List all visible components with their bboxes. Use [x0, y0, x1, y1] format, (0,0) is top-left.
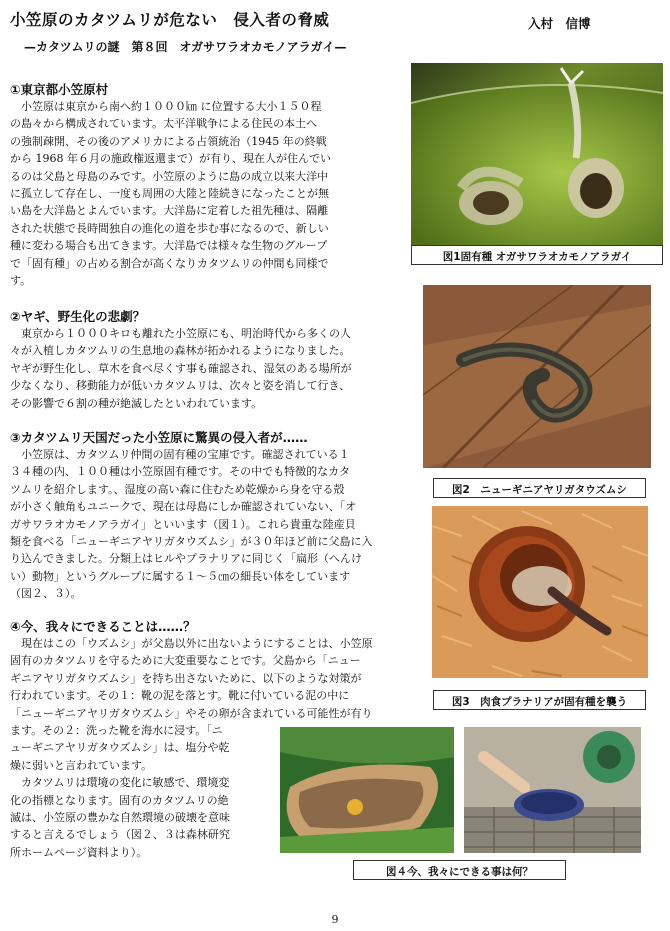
section-4-body-narrow — [10, 722, 230, 861]
text-line: 現在はこの「ウズムシ」が父島以外に出ないようにすることは、小笠原 — [10, 637, 373, 650]
section-3-heading: ③カタツムリ天国だった小笠原に驚異の侵入者が…… — [10, 430, 308, 445]
section-3-body — [10, 446, 373, 603]
text-line: ガサワラオカモノアラガイ」といいます（図１）。これら貴重な陸産貝 — [10, 517, 356, 531]
text-line: ３４種の内、１００種は小笠原固有種です。その中でも特徴的なカタ — [10, 465, 351, 479]
text-line: 燥に弱いと言われています。 — [10, 758, 153, 772]
section-2-heading: ②ヤギ、野生化の悲劇？ — [10, 309, 146, 324]
figure-3-photo — [432, 506, 648, 678]
article-subtitle: —カタツムリの謎 第８回 オガサワラオカモノアラガイ— — [24, 40, 347, 54]
figure-3-caption: 図3 肉食プラナリアが固有種を襲う — [433, 690, 646, 710]
text-line: るのは父島と母島のみです。小笠原のように島の成立以来大洋中 — [10, 169, 329, 183]
text-line: 小笠原は、カタツムリ仲間の固有種の宝庫です。確認されている１ — [10, 448, 350, 461]
text-line: すると言えるでしょう（図２、３は森林研究 — [10, 828, 230, 842]
text-line: ューギニアヤリガタウズムシ」は、塩分や乾 — [10, 741, 230, 755]
text-line: ヤギが野生化し、草木を食べ尽くす事も確認され、湿気のある場所が — [10, 361, 352, 375]
text-line: す。 — [10, 274, 32, 288]
text-line: 小笠原は東京から南へ約１０００㎞ に位置する大小１５０程 — [10, 100, 322, 113]
text-line: 行われています。その１：靴の泥を落とす。靴に付いている泥の中に — [10, 689, 350, 703]
figure-4-caption: 図４今、我々にできる事は何？ — [353, 860, 566, 880]
page-number: 9 — [331, 913, 339, 926]
text-line: ツムリを紹介します。、湿度の高い森に住むため乾燥から身を守る殻 — [10, 482, 345, 496]
figure-1-caption: 図1固有種 オガサワラオカモノアラガイ — [411, 245, 663, 265]
section-1-body — [10, 98, 331, 289]
text-line: い島を大洋島とよんでいます。大洋島に定着した祖先種は、隔離 — [10, 204, 329, 218]
text-line: ギニアヤリガタウズムシ」を持ち出さないために、以下のような対策が — [10, 671, 362, 685]
text-line: 固有のカタツムリを守るために大変重要なことです。父島から「ニュー — [10, 654, 361, 668]
text-line: り込んできました。分類上はヒルやプラナリアに同じく「扁形（へんけ — [10, 552, 362, 566]
text-line: が小さく触角もユニークで、現在は母島にしか確認されていない、「オ — [10, 500, 357, 514]
text-line: 東京から１０００キロも離れた小笠原にも、明治時代から多くの人 — [10, 327, 351, 340]
text-line: （図２、３）。 — [10, 587, 82, 601]
text-line: に孤立して存在し、一度も周囲の大陸と陸続きになったことが無 — [10, 187, 329, 201]
text-line: その影響で６割の種が絶滅したといわれています。 — [10, 396, 263, 410]
figure-4-photo-right — [464, 727, 641, 853]
flatworm-attacking-snail-icon — [432, 506, 648, 678]
text-line: 所ホームページ資料より）。 — [10, 845, 148, 859]
article-title: 小笠原のカタツムリが危ない 侵入者の脅威 — [10, 11, 330, 29]
figure-2-caption: 図2 ニューギニアヤリガタウズムシ — [433, 478, 646, 498]
text-line: 類を食べる「ニューギニアヤリガタウズムシ」が３０年ほど前に父島に入 — [10, 535, 373, 549]
text-line: 少なくなり、移動能力が低いカタツムリは、次々と姿を消して行き、 — [10, 379, 351, 393]
figure-4-photo-left — [280, 727, 454, 853]
text-line: 種に変わる場合も出てきます。大洋島では様々な生物のグループ — [10, 239, 328, 253]
text-line: 化の指標となります。固有のカタツムリの絶 — [10, 793, 229, 807]
figure-1-photo — [411, 63, 663, 245]
text-line: の強制疎開、その後のアメリカによる占領統治（1945 年の終戦 — [10, 134, 327, 148]
section-1-heading: ①東京都小笠原村 — [10, 82, 109, 97]
text-line: で「固有種」の占める割合が高くなりカタツムリの仲間も同様で — [10, 256, 329, 270]
section-4-body — [10, 635, 373, 722]
text-line: 々が入植しカタツムリの生息地の森林が拓かれるようになりました。 — [10, 344, 351, 358]
flatworm-on-leaf-icon — [423, 285, 651, 468]
washing-shoe-icon — [464, 727, 641, 853]
figure-2-photo — [423, 285, 651, 468]
text-line: から 1968 年６月の施政権返還まで）が有り、現在人が住んでい — [10, 152, 331, 166]
text-line: 「ニューギニアヤリガタウズムシ」やその卵が含まれている可能性が有り — [10, 706, 373, 720]
text-line: い）動物」というグループに属する１～５㎝の細長い体をしています — [10, 569, 351, 583]
snail-on-leaf-icon — [411, 63, 663, 245]
section-2-body — [10, 325, 352, 412]
text-line: カタツムリは環境の変化に敏感で、環境変 — [10, 776, 230, 790]
section-4-heading: ④今、我々にできることは……？ — [10, 619, 196, 634]
text-line: ます。その２：洗った靴を海水に浸す。「ニ — [10, 724, 223, 737]
text-line: 滅は、小笠原の豊かな自然環境の破壊を意味 — [10, 811, 230, 825]
shoe-sole-icon — [280, 727, 454, 853]
text-line: の島々から構成されています。太平洋戦争による住民の本土へ — [10, 117, 318, 131]
text-line: された状態で長時間独自の進化の道を歩む事になるので、新しい — [10, 221, 329, 235]
author-name: 入村 信博 — [528, 16, 591, 31]
